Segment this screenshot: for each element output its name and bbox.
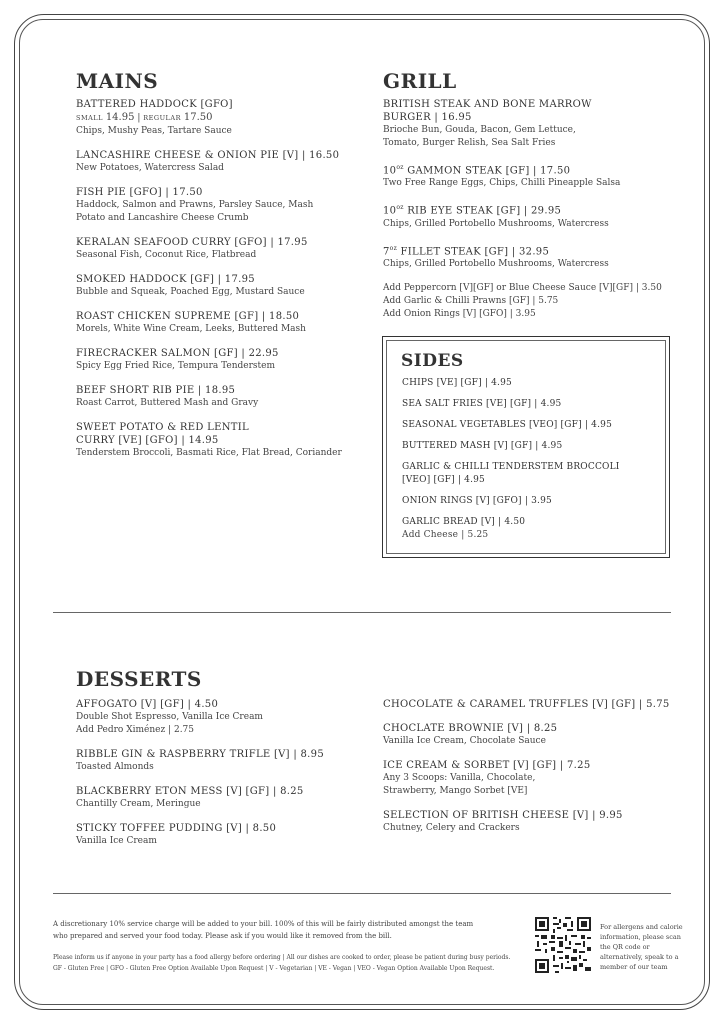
qr-code-icon[interactable] — [535, 917, 591, 973]
list-item — [383, 161, 663, 190]
allergy-key-note: Please inform us if anyone in your party has a food allergy before ordering | All our dishes are cooked to order, please be patient during busy periods. GF - Gluten Free | GFO - Gluten Free Option Available Upon Request | V - Vegetarian | VE - Vegan | VEO - Vegan Option Available Upon Request. — [53, 954, 511, 972]
item-name: $10^{oz}$ RIB EYE STEAK [GF] | 29.95 — [383, 204, 562, 217]
addon-item: Add Peppercorn [V][GF] or Blue Cheese Sauce [V][GF] | 3.50 — [383, 282, 662, 293]
addon-item: Add Onion Rings [V] [GFO] | 3.95 — [383, 308, 536, 319]
item-description: Vanilla Ice Cream, Chocolate Sauce — [383, 736, 546, 746]
service-charge-note: A discretionary 10% service charge will be added to your bill. 100% of this will be fairly distributed amongst the team who prepared and served your food today. Please ask if you would like it removed from the bill. — [53, 920, 474, 940]
list-item — [76, 421, 346, 460]
item-name: KERALAN SEAFOOD CURRY [GFO] | 17.95 — [76, 237, 308, 248]
list-item — [76, 698, 366, 737]
list-item — [76, 347, 346, 373]
desserts-left-list — [76, 698, 366, 859]
item-name: BRITISH STEAK AND BONE MARROW BURGER | 16.95 — [383, 99, 592, 123]
item-description: Tenderstem Broccoli, Basmati Rice, Flat Bread, Coriander — [76, 448, 342, 458]
list-item — [76, 785, 366, 811]
qr-code-note: For allergens and calorie information, please scan the QR code or alternatively, speak to a member of our team — [600, 923, 683, 971]
item-description: Any 3 Scoops: Vanilla, Chocolate, Strawberry, Mango Sorbet [VE] — [383, 773, 536, 796]
desserts-right-list — [383, 698, 673, 846]
desserts-heading: DESSERTS — [76, 667, 202, 691]
item-name: $10^{oz}$ GAMMON STEAK [GF] | 17.50 — [383, 164, 571, 177]
item-description: Haddock, Salmon and Prawns, Parsley Sauce, Mash Potato and Lancashire Cheese Crumb — [76, 200, 314, 223]
item-description: Chips, Grilled Portobello Mushrooms, Watercress — [383, 258, 609, 269]
item-name: BLACKBERRY ETON MESS [V] [GF] | 8.25 — [76, 786, 304, 797]
haddock-sizes: SMALL 14.95 | REGULAR 17.50 — [76, 112, 213, 123]
item-name: ICE CREAM & SORBET [V] [GF] | 7.25 — [383, 760, 591, 771]
item-description: Chips, Grilled Portobello Mushrooms, Watercress — [383, 218, 609, 229]
item-description: Chips, Mushy Peas, Tartare Sauce — [76, 126, 232, 136]
grill-list — [383, 98, 663, 321]
item-description: Double Shot Espresso, Vanilla Ice Cream — [76, 712, 263, 722]
item-name: $7^{oz}$ FILLET STEAK [GF] | 32.95 — [383, 244, 550, 257]
item-description: Chutney, Celery and Crackers — [383, 823, 520, 833]
item-name: CHOCOLATE & CARAMEL TRUFFLES [V] [GF] | 5.75 — [383, 699, 670, 710]
list-item — [383, 242, 663, 271]
grill-addons — [383, 282, 663, 321]
list-item — [76, 822, 366, 848]
grill-heading: GRILL — [383, 69, 457, 93]
item-name: LANCASHIRE CHEESE & ONION PIE [V] | 16.50 — [76, 150, 340, 161]
list-item — [383, 759, 673, 798]
list-item — [76, 310, 346, 336]
list-item: SEA SALT FRIES [VE] [GF] | 4.95 — [402, 399, 562, 409]
list-item — [76, 186, 346, 225]
item-description: Two Free Range Eggs, Chips, Chilli Pineapple Salsa — [383, 178, 621, 189]
list-item: CHIPS [VE] [GF] | 4.95 — [402, 378, 512, 388]
item-name: ROAST CHICKEN SUPREME [GF] | 18.50 — [76, 311, 300, 322]
item-description: Brioche Bun, Gouda, Bacon, Gem Lettuce, Tomato, Burger Relish, Sea Salt Fries — [383, 125, 576, 148]
item-name: SMOKED HADDOCK [GF] | 17.95 — [76, 274, 255, 285]
item-name: AFFOGATO [V] [GF] | 4.50 — [76, 699, 219, 710]
list-item — [383, 98, 663, 150]
item-description: Vanilla Ice Cream — [76, 836, 157, 846]
list-item — [383, 201, 663, 230]
item-name: SWEET POTATO & RED LENTIL CURRY [VE] [GFO] | 14.95 — [76, 422, 249, 446]
list-item: GARLIC & CHILLI TENDERSTEM BROCCOLI [VEO] [GF] | 4.95 — [402, 462, 620, 485]
list-item — [76, 149, 346, 175]
sides-list — [402, 377, 642, 542]
list-item: SEASONAL VEGETABLES [VEO] [GF] | 4.95 — [402, 420, 612, 430]
list-item — [76, 273, 346, 299]
item-addon: Add Pedro Ximénez | 2.75 — [76, 725, 195, 735]
sides-box — [382, 336, 670, 558]
list-item — [76, 98, 346, 138]
item-name: RIBBLE GIN & RASPBERRY TRIFLE [V] | 8.95 — [76, 749, 324, 760]
section-divider — [53, 612, 671, 613]
mains-list — [76, 98, 346, 471]
item-name: CHOCLATE BROWNIE [V] | 8.25 — [383, 723, 558, 734]
list-item — [383, 698, 673, 711]
item-name: BATTERED HADDOCK [GFO] — [76, 99, 233, 110]
item-description: Seasonal Fish, Coconut Rice, Flatbread — [76, 250, 257, 260]
item-name: FISH PIE [GFO] | 17.50 — [76, 187, 203, 198]
footer-divider — [53, 893, 671, 894]
item-name: STICKY TOFFEE PUDDING [V] | 8.50 — [76, 823, 277, 834]
item-description: Chantilly Cream, Meringue — [76, 799, 201, 809]
list-item — [76, 384, 346, 410]
sides-heading: SIDES — [401, 351, 464, 371]
list-item — [383, 809, 673, 835]
item-description: Roast Carrot, Buttered Mash and Gravy — [76, 398, 259, 408]
item-name: BEEF SHORT RIB PIE | 18.95 — [76, 385, 236, 396]
list-item: GARLIC BREAD [V] | 4.50 Add Cheese | 5.25 — [402, 517, 526, 540]
item-description: Bubble and Squeak, Poached Egg, Mustard Sauce — [76, 287, 305, 297]
item-name: FIRECRACKER SALMON [GF] | 22.95 — [76, 348, 279, 359]
item-description: Morels, White Wine Cream, Leeks, Buttered Mash — [76, 324, 306, 334]
mains-heading: MAINS — [76, 69, 159, 93]
item-description: New Potatoes, Watercress Salad — [76, 163, 224, 173]
list-item — [76, 748, 366, 774]
item-name: SELECTION OF BRITISH CHEESE [V] | 9.95 — [383, 810, 623, 821]
list-item — [76, 236, 346, 262]
item-description: Spicy Egg Fried Rice, Tempura Tenderstem — [76, 361, 276, 371]
item-description: Toasted Almonds — [76, 762, 154, 772]
list-item: ONION RINGS [V] [GFO] | 3.95 — [402, 496, 552, 506]
list-item — [383, 722, 673, 748]
list-item: BUTTERED MASH [V] [GF] | 4.95 — [402, 441, 563, 451]
addon-item: Add Garlic & Chilli Prawns [GF] | 5.75 — [383, 295, 559, 306]
